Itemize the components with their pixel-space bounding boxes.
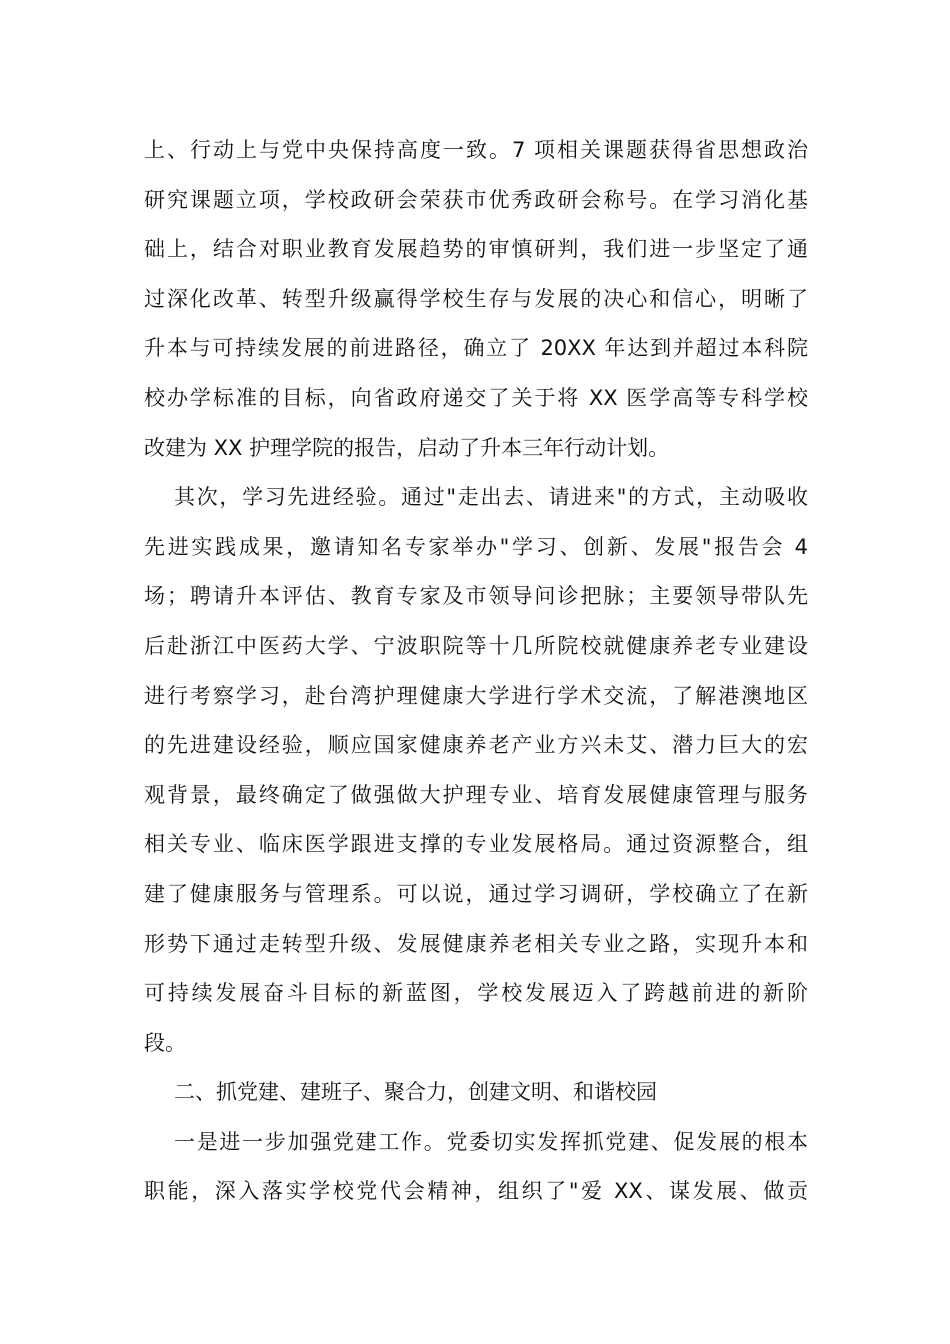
text-line: 先进实践成果，邀请知名专家举办"学习、创新、发展"报告会 4 [144,534,808,559]
text-line: 础上，结合对职业教育发展趋势的审慎研判，我们进一步坚定了通 [144,237,808,262]
text-line: 后赴浙江中医药大学、宁波职院等十几所院校就健康养老专业建设 [144,633,808,658]
paragraph-1 [144,126,808,473]
text-line: 进行考察学习，赴台湾护理健康大学进行学术交流，了解港澳地区 [144,683,808,708]
document-body [144,126,808,1217]
text-line: 职能，深入落实学校党代会精神，组织了"爱 XX、谋发展、做贡 [144,1179,808,1204]
text-line: 的先进建设经验，顺应国家健康养老产业方兴未艾、潜力巨大的宏 [144,733,808,758]
text-line: 升本与可持续发展的前进路径，确立了 20XX 年达到并超过本科院 [144,336,808,361]
text-line: 改建为 XX 护理学院的报告，启动了升本三年行动计划。 [144,435,670,460]
text-line: 过深化改革、转型升级赢得学校生存与发展的决心和信心，明晰了 [144,286,808,311]
text-line: 其次，学习先进经验。通过"走出去、请进来"的方式，主动吸收 [174,485,808,510]
text-line: 观背景，最终确定了做强做大护理专业、培育发展健康管理与服务 [144,782,808,807]
text-line: 一是进一步加强党建工作。党委切实发挥抓党建、促发展的根本 [174,1129,808,1154]
text-line: 可持续发展奋斗目标的新蓝图，学校发展迈入了跨越前进的新阶 [144,981,808,1006]
text-line: 段。 [144,1030,186,1055]
paragraph-2 [144,473,808,1068]
text-line: 形势下通过走转型升级、发展健康养老相关专业之路，实现升本和 [144,931,808,956]
paragraph-3 [144,1118,808,1217]
text-line: 校办学标准的目标，向省政府递交了关于将 XX 医学高等专科学校 [144,385,808,410]
text-line: 相关专业、临床医学跟进支撑的专业发展格局。通过资源整合，组 [144,832,808,857]
text-line: 研究课题立项，学校政研会荣获市优秀政研会称号。在学习消化基 [144,187,808,212]
text-line: 建了健康服务与管理系。可以说，通过学习调研，学校确立了在新 [144,881,808,906]
section-heading: 二、抓党建、建班子、聚合力，创建文明、和谐校园 [174,1080,657,1105]
text-line: 上、行动上与党中央保持高度一致。7 项相关课题获得省思想政治 [144,138,808,162]
text-line: 场；聘请升本评估、教育专家及市领导问诊把脉；主要领导带队先 [144,584,808,609]
